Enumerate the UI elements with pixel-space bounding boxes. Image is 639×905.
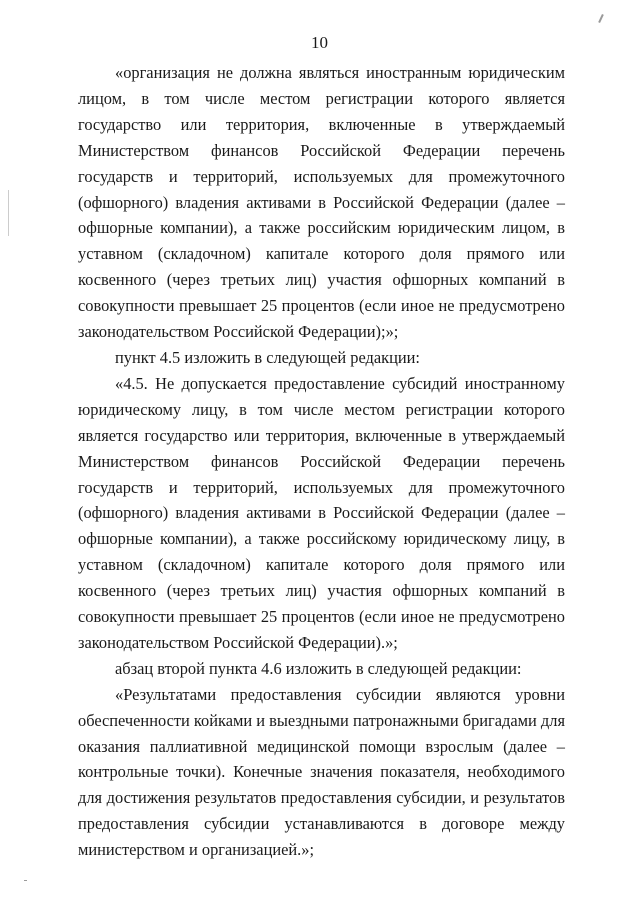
paragraph-amend-point-4-5: пункт 4.5 изложить в следующей редакции: bbox=[115, 347, 420, 367]
scan-artifact-top-right bbox=[598, 14, 604, 23]
paragraph-organization-requirement: «организация не должна являться иностранным юридическим лицом, в том числе местом регистрации которого является государство или территория, включенные в утверждаемый Министерством финансов Российской Федерации перечень государств и территорий, используемых для промежуточного (офшорного) владения активами в Российской Федерации (далее – офшорные компании), а также российским юридическим лицом, в уставном (складочном) капитале которого доля прямого или косвенного (через третьих лиц) участия офшорных компаний в совокупности превышает 25 процентов (если иное не предусмотрено законодательством Российской Федерации);»; bbox=[78, 63, 565, 342]
scan-artifact-bottom-left bbox=[24, 880, 27, 881]
paragraph-amend-point-4-6: абзац второй пункта 4.6 изложить в следующей редакции: bbox=[115, 658, 522, 678]
scan-artifact-left-margin bbox=[8, 190, 9, 236]
document-body bbox=[78, 60, 565, 863]
page-number: 10 bbox=[311, 33, 328, 52]
paragraph-point-4-5-text: «4.5. Не допускается предоставление субсидий иностранному юридическому лицу, в том числе местом регистрации которого является государство или территория, включенные в утверждаемый Министерством финансов Российской Федерации перечень государств и территорий, используемых для промежуточного (офшорного) владения активами в Российской Федерации (далее – офшорные компании), а также российскому юридическому лицу, в уставном (складочном) капитале которого доля прямого или косвенного (через третьих лиц) участия офшорных компаний в совокупности превышает 25 процентов (если иное не предусмотрено законодательством Российской Федерации).»; bbox=[78, 373, 565, 652]
paragraph-subsidy-results: «Результатами предоставления субсидии являются уровни обеспеченности койками и выездными патронажными бригадами для оказания паллиативной медицинской помощи взрослым (далее – контрольные точки). Конечные значения показателя, необходимого для достижения результатов предоставления субсидии, и результатов предоставления субсидии устанавливаются в договоре между министерством и организацией.»; bbox=[78, 684, 565, 860]
